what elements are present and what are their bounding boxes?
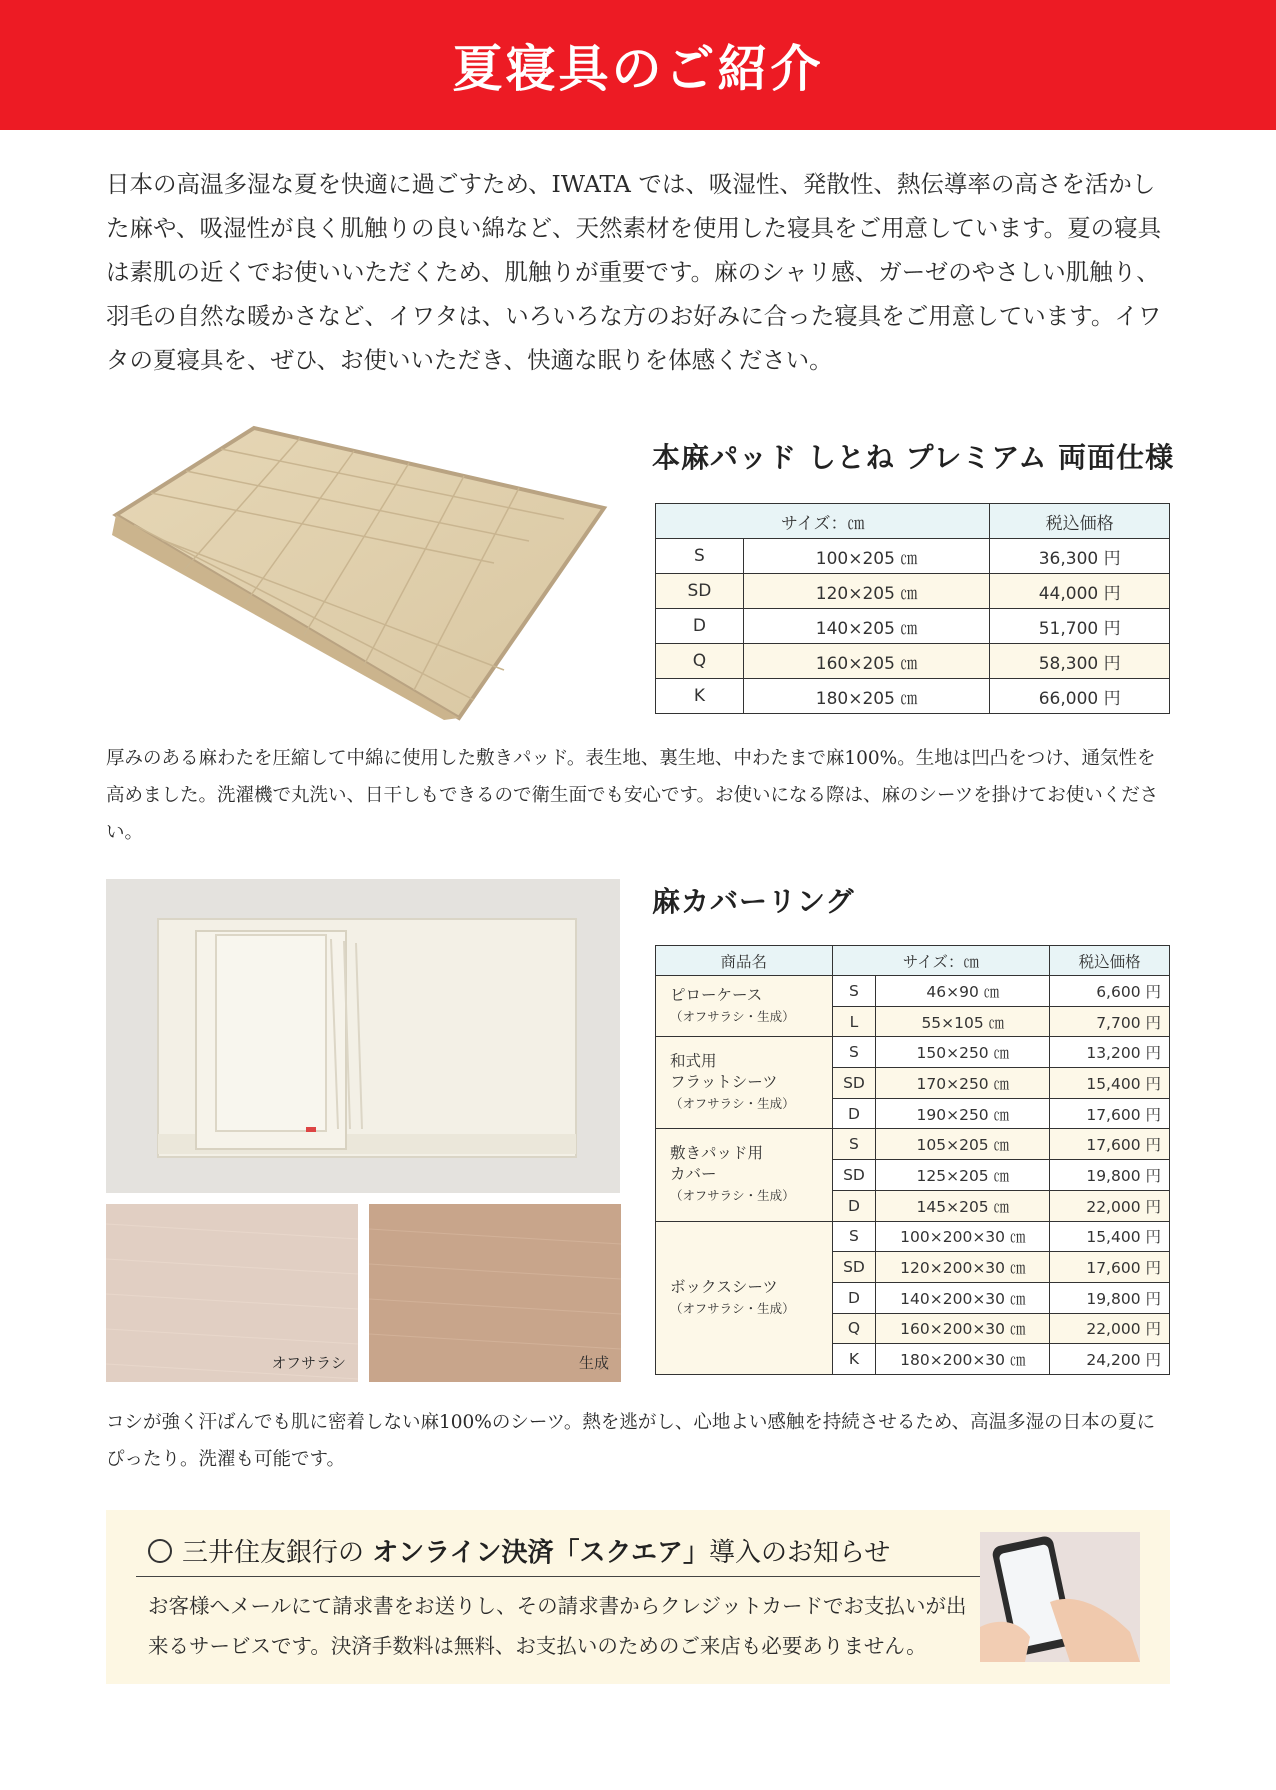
- notice-title: 三井住友銀行の オンライン決済「スクエア」導入のお知らせ: [148, 1532, 890, 1569]
- table-row: Q 160×205 ㎝ 58,300 円: [656, 644, 1170, 679]
- product1-price-table: [655, 503, 1170, 714]
- table-row: Q 160×200×30 ㎝ 22,000 円: [656, 1313, 1170, 1344]
- page-header: [0, 0, 1276, 130]
- table-row: L 55×105 ㎝ 7,700 円: [656, 1006, 1170, 1037]
- table-row: D 190×250 ㎝ 17,600 円: [656, 1098, 1170, 1129]
- table-row: K 180×205 ㎝ 66,000 円: [656, 679, 1170, 714]
- linen-pad-photo: [104, 420, 624, 725]
- product-name-cell: 敷きパッド用 カバー （オフサラシ・生成）: [656, 1129, 833, 1221]
- header-name: 商品名: [656, 946, 833, 976]
- table-row: SD 170×250 ㎝ 15,400 円: [656, 1068, 1170, 1099]
- product-name-cell: 和式用 フラットシーツ （オフサラシ・生成）: [656, 1037, 833, 1129]
- swatch-label: 生成: [578, 1354, 609, 1372]
- table-row: SD 125×205 ㎝ 19,800 円: [656, 1160, 1170, 1191]
- product-name-cell: ピローケース （オフサラシ・生成）: [656, 976, 833, 1037]
- page-title: 夏寝具のご紹介: [452, 39, 824, 98]
- divider: [136, 1576, 992, 1577]
- swatch-natural: [369, 1204, 621, 1382]
- table-row: ピローケース （オフサラシ・生成） S 46×90 ㎝ 6,600 円: [656, 976, 1170, 1007]
- smartphone-photo: [980, 1532, 1140, 1662]
- linen-sheets-photo: [106, 879, 620, 1193]
- product1-title: 本麻パッド しとね プレミアム 両面仕様: [652, 441, 1175, 474]
- header-price: 税込価格: [1050, 946, 1170, 976]
- table-row: SD 120×200×30 ㎝ 17,600 円: [656, 1252, 1170, 1283]
- table-row: 敷きパッド用 カバー （オフサラシ・生成） S 105×205 ㎝ 17,600 円: [656, 1129, 1170, 1160]
- header-size: サイズ：㎝: [656, 504, 990, 539]
- notice-box: [106, 1510, 1170, 1684]
- table-row: K 180×200×30 ㎝ 24,200 円: [656, 1344, 1170, 1375]
- product1-description: 厚みのある麻わたを圧縮して中綿に使用した敷きパッド。表生地、裏生地、中わたまで麻100%。生地は凹凸をつけ、通気性を高めました。洗濯機で丸洗い、日干しもできるので衛生面でも安心です。お使いになる際は、麻のシーツを掛けてお使いください。: [106, 748, 1159, 843]
- swatch-label: オフサラシ: [271, 1354, 346, 1372]
- circle-icon: [148, 1539, 172, 1563]
- header-size: サイズ：㎝: [832, 946, 1050, 976]
- product-name-cell: ボックスシーツ （オフサラシ・生成）: [656, 1221, 833, 1374]
- product2-price-table: [655, 945, 1170, 1375]
- table-row: S 100×205 ㎝ 36,300 円: [656, 539, 1170, 574]
- table-row: D 145×205 ㎝ 22,000 円: [656, 1190, 1170, 1221]
- table-row: ボックスシーツ （オフサラシ・生成） S 100×200×30 ㎝ 15,400 円: [656, 1221, 1170, 1252]
- notice-body: お客様へメールにて請求書をお送りし、その請求書からクレジットカードでお支払いが出来るサービスです。決済手数料は無料、お支払いのためのご来店も必要ありません。: [148, 1594, 967, 1658]
- intro-text: 日本の高温多湿な夏を快適に過ごすため、IWATA では、吸湿性、発散性、熱伝導率の高さを活かした麻や、吸湿性が良く肌触りの良い綿など、天然素材を使用した寝具をご用意しています。夏の寝具は素肌の近くでお使いいただくため、肌触りが重要です。麻のシャリ感、ガーゼのやさしい肌触り、羽毛の自然な暖かさなど、イワタは、いろいろな方のお好みに合った寝具をご用意しています。イワタの夏寝具を、ぜひ、お使いいただき、快適な眠りを体感ください。: [106, 170, 1162, 374]
- product2-title: 麻カバーリング: [652, 885, 855, 918]
- table-row: 和式用 フラットシーツ （オフサラシ・生成） S 150×250 ㎝ 13,200 円: [656, 1037, 1170, 1068]
- swatch-off-white: [106, 1204, 358, 1382]
- product2-description: コシが強く汗ばんでも肌に密着しない麻100%のシーツ。熱を逃がし、心地よい感触を持続させるため、高温多湿の日本の夏にぴったり。洗濯も可能です。: [106, 1412, 1156, 1470]
- table-row: D 140×205 ㎝ 51,700 円: [656, 609, 1170, 644]
- table-row: SD 120×205 ㎝ 44,000 円: [656, 574, 1170, 609]
- table-row: D 140×200×30 ㎝ 19,800 円: [656, 1282, 1170, 1313]
- header-price: 税込価格: [990, 504, 1170, 539]
